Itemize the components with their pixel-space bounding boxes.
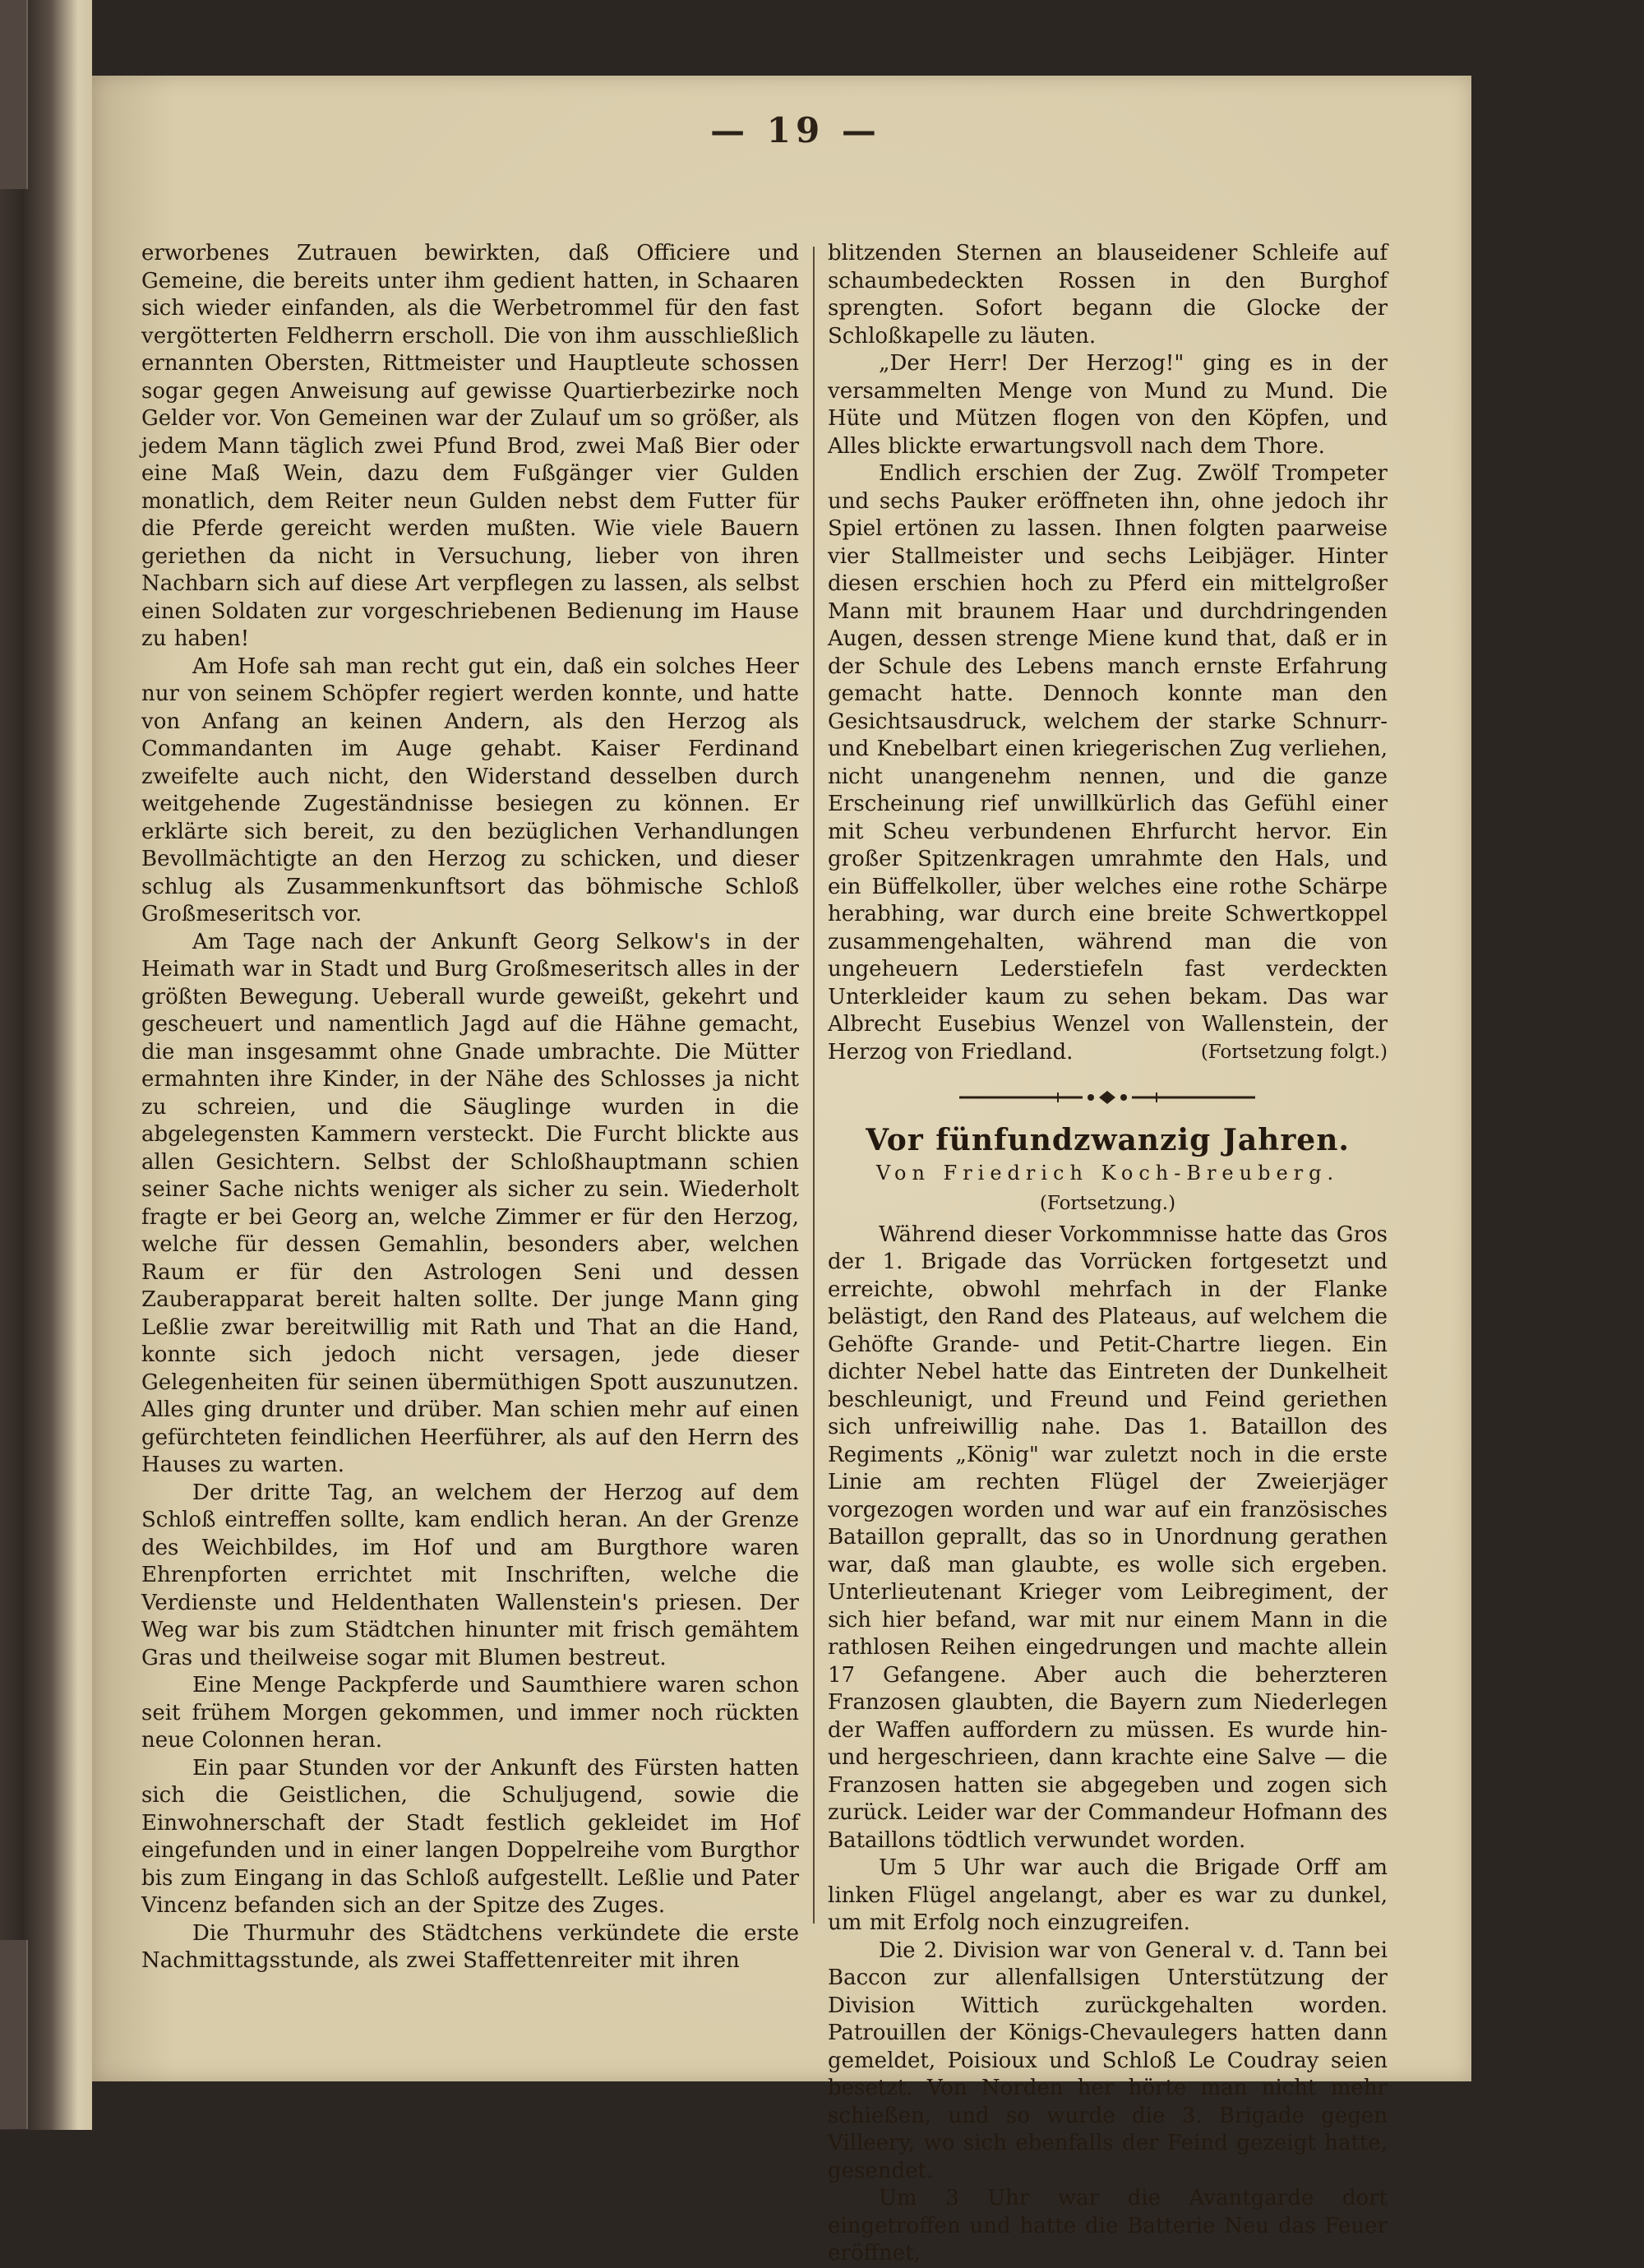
article-title: Vor fünfundzwanzig Jahren. — [866, 1123, 1350, 1157]
paragraph: Um 5 Uhr war auch die Brigade Orff am linken Flügel angelangt, aber es war zu dunkel, um mit Erfolg noch einzugreifen. — [828, 1855, 1388, 1935]
article-author: Von Friedrich Koch-Breuberg. — [875, 1161, 1340, 1185]
right-column — [828, 240, 1388, 2268]
paragraph: Am Tage nach der Ankunft Georg Selkow's in der Heimath war in Stadt und Burg Großmeseritsch alles in der größten Bewegung. Ueberall wurde geweißt, gekehrt und gescheuert und namentlich Jagd auf die Hähne gemacht, die man insgesammt ohne Gnade umbrachte. Die Mütter ermahnten ihre Kinder, in der Nähe des Schlosses ja nicht zu schreien, und die Säuglinge wurden in die abgelegensten Kammern versteckt. Die Furcht blickte aus allen Gesichtern. Selbst der Schloßhauptmann schien seiner Sache nichts weniger als sicher zu sein. Wiederholt fragte er bei Georg an, welche Zimmer er für den Herzog, welche für dessen Gemahlin, besonders aber, welchen Raum er für den Astrologen Seni und dessen Zauberapparat bereit halten sollte. Der junge Mann ging Leßlie zwar bereitwillig mit Rath und That an die Hand, konnte sich jedoch nicht versagen, jede dieser Gelegenheiten für seinen übermüthigen Spott auszunutzen. Alles ging drunter und drüber. Man schien mehr auf einen gefürchteten feindlichen Heerführer, als auf den Herrn des Hauses zu warten. — [141, 929, 799, 1477]
paragraph: Während dieser Vorkommnisse hatte das Gros der 1. Brigade das Vorrücken fortgesetzt und erreichte, obwohl mehrfach in der Flanke belästigt, den Rand des Plateaus, auf welchem die Gehöfte Grande- und Petit-Chartre liegen. Ein dichter Nebel hatte das Eintreten der Dunkelheit beschleunigt, und Freund und Feind geriethen sich unfreiwillig nahe. Das 1. Bataillon des Regiments „König" war zuletzt noch in die erste Linie am rechten Flügel der Zweierjäger vorgezogen worden und war auf ein französisches Bataillon geprallt, das so in Unordnung gerathen war, daß man glaubte, es wolle sich ergeben. Unterlieutenant Krieger vom Leibregiment, der sich hier befand, war mit nur einem Mann in die rathlosen Reihen eingedrungen und machte allein 17 Gefangene. Aber auch die beherzteren Franzosen glaubten, die Bayern zum Niederlegen der Waffen auffordern zu müssen. Es wurde hin- und hergeschrieen, dann krachte eine Salve — die Franzosen hatten sie abgegeben und zogen sich zurück. Leider war der Commandeur Hofmann des Bataillons tödtlich verwundet worden. — [828, 1222, 1388, 1853]
book-binding — [0, 0, 92, 2130]
column-divider — [813, 247, 815, 1924]
article-continuation-note: (Fortsetzung.) — [1039, 1193, 1176, 1214]
page-number: — 19 — — [710, 110, 881, 150]
paragraph: „Der Herr! Der Herzog!" ging es in der versammelten Menge von Mund zu Mund. Die Hüte und Mützen flogen von den Köpfen, und Alles blickte erwartungsvoll nach dem Thore. — [828, 351, 1388, 459]
paragraph: Die Thurmuhr des Städtchens verkündete die erste Nachmittagsstunde, als zwei Staffettenreiter mit ihren — [141, 1920, 799, 1973]
paragraph: Um 3 Uhr war die Avantgarde dort eingetroffen und hatte die Batterie Neu das Feuer eröffnet, — [828, 2186, 1388, 2266]
paragraph: Am Hofe sah man recht gut ein, daß ein solches Heer nur von seinem Schöpfer regiert werden konnte, und hatte von Anfang an keinen Andern, als den Herzog als Commandanten im Auge gehabt. Kaiser Ferdinand zweifelte auch nicht, den Widerstand desselben durch weitgehende Zugeständnisse besiegen zu können. Er erklärte sich bereit, zu den bezüglichen Verhandlungen Bevollmächtigte an den Herzog zu schicken, und dieser schlug als Zusammenkunftsort das böhmische Schloß Großmeseritsch vor. — [141, 654, 799, 926]
ornament-rule-icon — [959, 1086, 1255, 1109]
section-ornament — [828, 1081, 1388, 1114]
paragraph: Die 2. Division war von General v. d. Tann bei Baccon zur allenfallsigen Unterstützung der Division Wittich zurückgehalten worden. Patrouillen der Königs-Chevaulegers hatten dann gemeldet, Poisioux und Schloß Le Coudray seien besetzt. Von Norden her hörte man nicht mehr schießen, und so wurde die 3. Brigade gegen Villeery, wo sich ebenfalls der Feind gezeigt hatte, gesendet. — [828, 1938, 1388, 2183]
continuation-note: (Fortsetzung folgt.) — [1200, 1041, 1388, 1063]
paragraph: Der dritte Tag, an welchem der Herzog auf dem Schloß eintreffen sollte, kam endlich heran. An der Grenze des Weichbildes, im Hof und am Burgthore waren Ehrenpforten errichtet mit Inschriften, welche die Verdienste und Heldenthaten Wallenstein's priesen. Der Weg war bis zum Städtchen hinunter mit frisch gemähtem Gras und theilweise sogar mit Blumen bestreut. — [141, 1480, 799, 1670]
left-column — [141, 240, 799, 1975]
paragraph: Eine Menge Packpferde und Saumthiere waren schon seit frühem Morgen gekommen, und immer noch rückten neue Colonnen heran. — [141, 1673, 799, 1753]
paragraph: erworbenes Zutrauen bewirkten, daß Officiere und Gemeine, die bereits unter ihm gedient hatten, in Schaaren sich wieder einfanden, als die Werbetrommel für den fast vergötterten Feldherrn erscholl. Die von ihm ausschließlich ernannten Obersten, Rittmeister und Hauptleute schossen sogar gegen Anweisung auf gewisse Quartierbezirke noch Gelder vor. Von Gemeinen war der Zulauf um so größer, als jedem Mann täglich zwei Pfund Brod, zwei Maß Bier oder eine Maß Wein, dazu dem Fußgänger vier Gulden monatlich, dem Reiter neun Gulden nebst dem Futter für die Pferde gereicht werden mußten. Wie viele Bauern geriethen da nicht in Versuchung, lieber von ihren Nachbarn sich auf diese Art verpflegen zu lassen, als selbst einen Soldaten zur vorgeschriebenen Bedienung im Hause zu haben! — [141, 241, 799, 651]
paragraph: blitzenden Sternen an blauseidener Schleife auf schaumbedeckten Rossen in den Burghof sprengten. Sofort begann die Glocke der Schloßkapelle zu läuten. — [828, 241, 1388, 349]
paragraph-text: Endlich erschien der Zug. Zwölf Trompeter und sechs Pauker eröffneten ihn, ohne jedoch ihr Spiel ertönen zu lassen. Ihnen folgten paarweise vier Stallmeister und sechs Leibjäger. Hinter diesen erschien hoch zu Pferd ein mittelgroßer Mann mit braunem Haar und durchdringenden Augen, dessen strenge Miene kund that, daß er in der Schule des Lebens manch ernste Erfahrung gemacht hatte. Dennoch konnte man den Gesichtsausdruck, welchem der starke Schnurr- und Knebelbart einen kriegerischen Zug verliehen, nicht unangenehm nennen, und die ganze Erscheinung rief unwillkürlich das Gefühl einer mit Scheu verbundenen Ehrfurcht hervor. Ein großer Spitzenkragen umrahmte den Hals, und ein Büffelkoller, über welches eine rothe Schärpe herabhing, war durch eine breite Schwertkoppel zusammengehalten, während man die von ungeheuern Lederstiefeln fast verdeckten Unterkleider kaum zu sehen bekam. Das war Albrecht Eusebius Wenzel von Wallenstein, der Herzog von Friedland. — [828, 461, 1388, 1065]
binding-band — [0, 0, 28, 189]
final-paragraph-block — [828, 460, 1388, 1066]
binding-band — [0, 1940, 28, 2129]
paragraph: Ein paar Stunden vor der Ankunft des Fürsten hatten sich die Geistlichen, die Schuljugend, sowie die Einwohnerschaft der Stadt festlich gekleidet im Hof eingefunden und in einer langen Doppelreihe vom Burgthor bis zum Eingang in das Schloß aufgestellt. Leßlie und Pater Vincenz befanden sich an der Spitze des Zuges. — [141, 1755, 799, 1918]
paragraph — [828, 460, 1388, 1066]
